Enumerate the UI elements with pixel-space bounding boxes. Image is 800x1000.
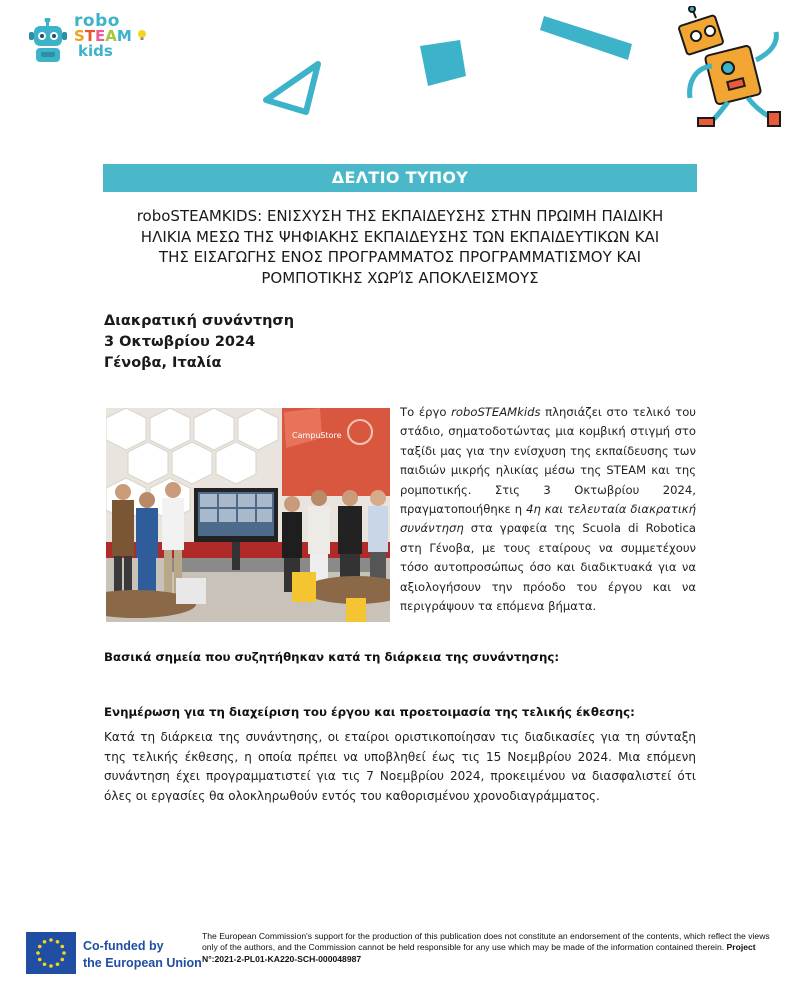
headline bbox=[90, 206, 710, 288]
disclaimer bbox=[202, 931, 787, 965]
intro-paragraph bbox=[400, 403, 696, 616]
eu-star bbox=[56, 940, 60, 944]
project-name: roboSTEAMkids bbox=[451, 405, 541, 419]
key-points-heading: Βασικά σημεία που συζητήθηκαν κατά τη διάρκεια της συνάντησης: bbox=[104, 650, 560, 664]
triangle-decoration-icon bbox=[262, 60, 324, 115]
press-release-banner: ΔΕΛΤΙΟ ΤΥΠΟΥ bbox=[103, 164, 697, 192]
intro-text: πλησιάζει στο τελικό του στάδιο, σηματοδοτώντας μια κομβική στιγμή στο ταξίδι μας για την ενίσχυση της εκπαίδευσης των παιδιών μικρής ηλικίας μέσω της STEAM και της ρομποτικής. Στις 3 Οκτωβρίου 2024, πραγματοποιήθηκε η bbox=[400, 405, 696, 517]
intro-text: στα γραφεία της Scuola di Robotica στη Γένοβα, με τους εταίρους να συμμετέχουν τόσο αυτοπροσώπως όσο και διαδικτυακά για να αξιολογήσουν την πρόοδο του έργου και να περιγράψουν τα επόμενα βήματα. bbox=[400, 521, 696, 614]
bar-decoration-icon bbox=[540, 10, 635, 68]
disclaimer-text: The European Commission's support for the production of this publication does not constitute an endorsement of the contents, which reflect the views only of the authors, and the Commission cannot be held responsible for any use which may be made of the information contained therein. bbox=[202, 931, 770, 953]
eu-star bbox=[36, 951, 40, 955]
meeting-photo bbox=[106, 408, 390, 622]
logo-letter: M bbox=[116, 27, 132, 45]
logo-letter: E bbox=[95, 27, 106, 45]
eu-line-1: Co-funded by bbox=[83, 939, 164, 953]
project-management-paragraph: Κατά τη διάρκεια της συνάντησης, οι εταίροι οριστικοποίησαν τις διαδικασίες για τη σύνταξη της τελικής έκθεσης, η οποία πρέπει να υποβληθεί έως τις 15 Νοεμβρίου 2024. Μια επόμενη συνάντηση έχει προγραμματιστεί για τις 7 Νοεμβρίου 2024, προκειμένου να διασφαλιστεί ότι όλες οι εργασίες θα ολοκληρωθούν εντός του καθορισμένου χρονοδιαγράμματος. bbox=[104, 730, 696, 803]
meeting-emphasis: 4η και τελευταία διακρατική συνάντηση bbox=[400, 502, 696, 536]
lightbulb-icon bbox=[137, 29, 147, 41]
logo-kids: kids bbox=[78, 42, 113, 60]
headline-line: ΡΟΜΠΟΤΙΚΗΣ ΧΩΡΊΣ ΑΠΟΚΛΕΙΣΜΟΥΣ bbox=[261, 268, 539, 287]
eu-star bbox=[38, 945, 42, 949]
logo-letter: S bbox=[74, 27, 85, 45]
headline-line: ΤΗΣ ΕΙΣΑΓΩΓΗΣ ΕΝΟΣ ΠΡΟΓΡΑΜΜΑΤΟΣ ΠΡΟΓΡΑΜΜΑΤΙΣΜΟΥ ΚΑΙ bbox=[158, 248, 642, 266]
eu-star bbox=[38, 958, 42, 962]
logo-robo: robo bbox=[74, 11, 120, 31]
logo-letter: T bbox=[84, 27, 96, 45]
eu-star bbox=[60, 945, 64, 949]
project-number: Project N°:2021-2-PL01-KA220-SCH-000048987 bbox=[202, 942, 756, 964]
campustore-sign: CampuStore bbox=[292, 431, 342, 440]
robot-logo-icon bbox=[28, 18, 72, 64]
meeting-type: Διακρατική συνάντηση bbox=[104, 313, 295, 329]
eu-star bbox=[56, 962, 60, 966]
project-management-heading: Ενημέρωση για τη διαχείριση του έργου και προετοιμασία της τελικής έκθεσης: bbox=[104, 705, 635, 719]
eu-star bbox=[62, 951, 66, 955]
meeting-info bbox=[104, 311, 294, 374]
eu-star bbox=[49, 938, 53, 942]
diamond-decoration-icon bbox=[410, 38, 472, 90]
meeting-location: Γένοβα, Ιταλία bbox=[104, 355, 222, 371]
eu-cofunded-label bbox=[83, 938, 202, 972]
eu-star bbox=[43, 962, 47, 966]
meeting-date: 3 Οκτωβρίου 2024 bbox=[104, 334, 256, 350]
eu-flag-icon bbox=[26, 932, 76, 974]
logo-letter: A bbox=[105, 27, 117, 45]
intro-text: Το έργο bbox=[400, 405, 452, 419]
eu-star bbox=[43, 940, 47, 944]
headline-line: ΗΛΙΚΙΑ ΜΕΣΩ ΤΗΣ ΨΗΦΙΑΚΗΣ ΕΚΠΑΙΔΕΥΣΗΣ ΤΩΝ ΕΚΠΑΙΔΕΥΤΙΚΩΝ ΚΑΙ bbox=[140, 227, 660, 246]
eu-star bbox=[60, 958, 64, 962]
robot-illustration-icon bbox=[672, 6, 784, 130]
robosteamkids-logo bbox=[28, 11, 158, 66]
headline-line: roboSTEAMKIDS: ΕΝΙΣΧΥΣΗ ΤΗΣ ΕΚΠΑΙΔΕΥΣΗΣ ΣΤΗΝ ΠΡΩΙΜΗ ΠΑΙΔΙΚΗ bbox=[136, 207, 664, 225]
eu-star bbox=[49, 964, 53, 968]
eu-line-2: the European Union bbox=[83, 956, 202, 970]
